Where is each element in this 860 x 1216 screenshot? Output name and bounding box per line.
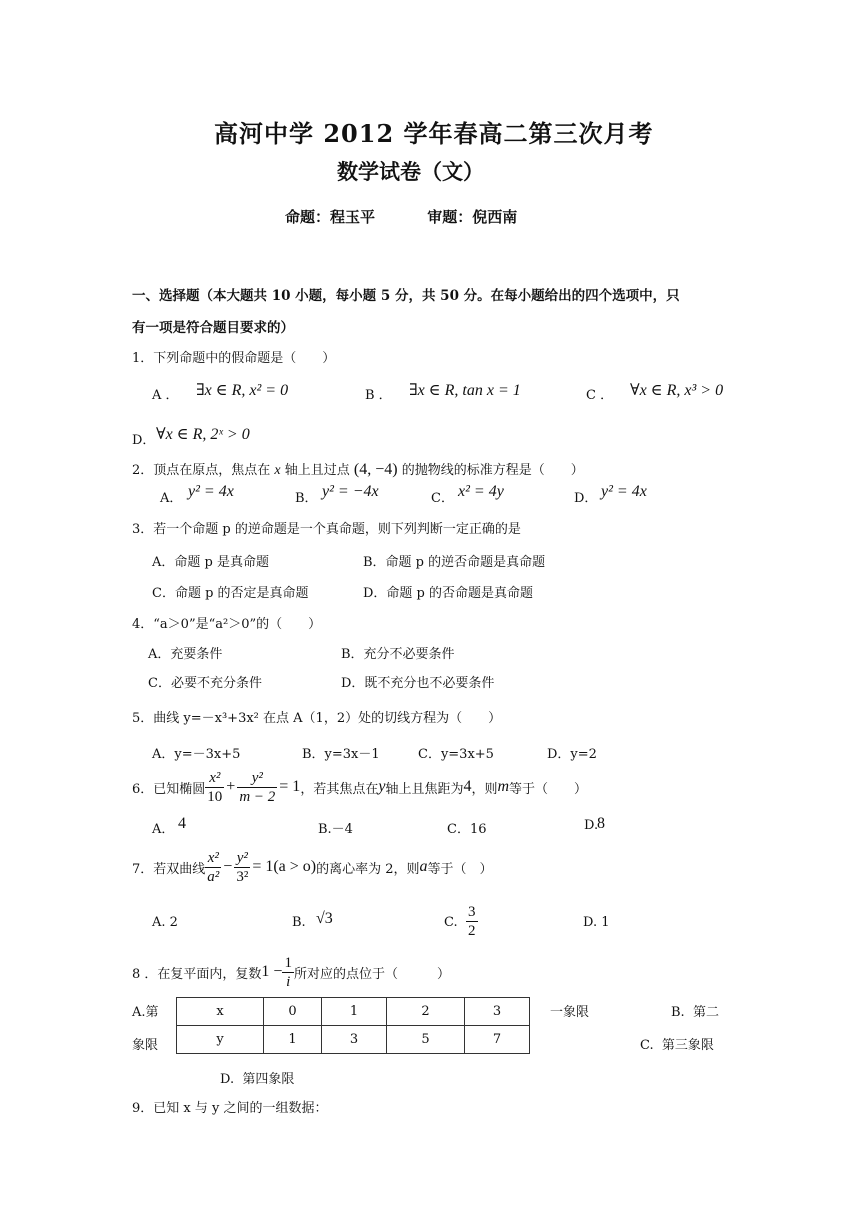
question-8-frac-num: 1 — [284, 954, 292, 971]
table-cell: 5 — [387, 1026, 465, 1054]
question-7-frac1-den: a² — [207, 868, 220, 885]
question-7-fraction-1 — [205, 849, 221, 886]
question-6-option-a: 4 — [178, 815, 186, 832]
question-8-option-d: D. 第四象限 — [220, 1072, 295, 1087]
table-cell: 0 — [264, 998, 322, 1026]
question-8-option-b: B. 第二 — [671, 1005, 719, 1020]
question-2-option-d: y² = 4x — [601, 483, 647, 500]
question-3-option-d: D．命题 p 的否命题是真命题 — [363, 586, 534, 601]
question-4-option-d: D．既不充分也不必要条件 — [341, 676, 495, 691]
question-6-option-c: C．16 — [447, 822, 487, 837]
question-8-option-c: C. 第三象限 — [640, 1038, 714, 1053]
question-9-stem: 9．已知 x 与 y 之间的一组数据： — [132, 1101, 328, 1116]
question-4-option-c: C．必要不充分条件 — [148, 676, 262, 691]
question-1-option-d-label: D． — [132, 433, 156, 448]
question-6-stem-e: 等于（ ） — [509, 781, 588, 797]
question-6-option-d: 8 — [597, 815, 605, 832]
question-8-option-a-prefix: A.第 — [132, 1005, 159, 1020]
question-1-stem: 1．下列命题中的假命题是（ ） — [132, 351, 336, 366]
question-3-option-b: B．命题 p 的逆否命题是真命题 — [363, 555, 546, 570]
question-6-focal: 4 — [463, 778, 472, 795]
question-8-frac-den: i — [286, 973, 291, 990]
section-heading-line1: 一、选择题（本大题共 10 小题，每小题 5 分，共 50 分。在每小题给出的四个选项中，只 — [132, 288, 680, 304]
question-8-stem — [132, 952, 450, 992]
exam-subtitle: 数学试卷（文） — [337, 159, 484, 184]
question-3-option-c: C．命题 p 的否定是真命题 — [152, 586, 309, 601]
table-cell: 1 — [322, 998, 387, 1026]
question-8-fraction — [282, 954, 294, 991]
question-7-option-c-den: 2 — [468, 923, 476, 939]
question-7-stem-a: 7．若双曲线 — [132, 861, 206, 877]
question-2-point: (4, −4) — [353, 461, 398, 478]
question-6-var-y: y — [378, 778, 386, 795]
question-6-frac2-den: m − 2 — [239, 788, 276, 805]
question-7-option-c-fraction — [466, 903, 478, 940]
question-5-option-c: C．y=3x+5 — [418, 747, 494, 762]
question-1-option-b: ∃x ∈ R, tan x = 1 — [409, 382, 521, 399]
question-4-stem: 4．“a＞0”是“a²＞0”的（ ） — [132, 617, 322, 632]
question-2-option-a: y² = 4x — [188, 483, 234, 500]
question-2-stem-c: 轴上且过点 — [280, 463, 354, 478]
question-1-option-a-label: A ． — [152, 388, 179, 403]
table-cell: 1 — [264, 1026, 322, 1054]
question-6-var-m: m — [497, 778, 510, 795]
question-6-option-d-label: D. — [584, 818, 599, 833]
question-7-minus: − — [223, 858, 233, 875]
question-6-stem-a: 6．已知椭圆 — [132, 781, 206, 797]
question-5-option-d: D．y=2 — [547, 747, 597, 762]
section-heading-line2: 有一项是符合题目要求的） — [132, 320, 294, 336]
question-7-option-c-num: 3 — [468, 904, 476, 920]
exam-authors: 命题：程玉平 审题：倪西南 — [285, 208, 518, 226]
question-6-stem — [132, 765, 587, 809]
question-6-frac1-num: x² — [205, 769, 224, 788]
data-table — [176, 997, 530, 1054]
question-2-stem — [132, 459, 584, 479]
question-2-option-d-label: D． — [574, 491, 598, 506]
question-1-option-a: ∃x ∈ R, x² = 0 — [196, 382, 289, 399]
question-8-option-a-suffix: 一象限 — [550, 1005, 590, 1020]
question-6-fraction-2 — [237, 769, 277, 806]
question-7-option-c-label: C. — [444, 915, 458, 930]
question-7-var-a: a — [419, 858, 428, 875]
question-1-option-d: ∀x ∈ R, 2ˣ > 0 — [156, 426, 250, 443]
question-2-stem-e: 的抛物线的标准方程是（ ） — [397, 463, 584, 478]
question-7-frac1-num: x² — [205, 849, 221, 868]
question-6-option-a-label: A． — [152, 822, 175, 837]
question-2-var-x: x — [274, 463, 281, 478]
question-7-stem-b: 的离心率为 2，则 — [316, 861, 420, 877]
table-cell: x — [177, 998, 264, 1026]
question-7-option-d: D. 1 — [583, 915, 610, 930]
question-7-stem — [132, 844, 493, 890]
question-7-frac2-num: y² — [234, 849, 250, 868]
table-cell: y — [177, 1026, 264, 1054]
question-8-one-minus: 1 − — [261, 963, 283, 980]
question-7-equals: = 1(a > o) — [252, 858, 317, 875]
question-6-plus: + — [226, 778, 236, 795]
question-1-option-c-label: C ． — [586, 388, 614, 403]
question-1-option-b-label: B ． — [365, 388, 392, 403]
question-6-frac2-num: y² — [237, 769, 277, 788]
question-8-option-b-suffix: 象限 — [132, 1038, 159, 1053]
question-8-stem-b: 所对应的点位于（ ） — [293, 966, 450, 982]
question-6-option-b: B.－4 — [318, 822, 353, 837]
exam-title: 高河中学 2012 学年春高二第三次月考 — [214, 119, 654, 148]
table-cell: 2 — [387, 998, 465, 1026]
question-1-option-c: ∀x ∈ R, x³ > 0 — [630, 382, 724, 399]
question-5-option-a: A．y=－3x+5 — [152, 747, 241, 762]
question-4-option-b: B．充分不必要条件 — [341, 647, 455, 662]
table-row — [177, 1026, 530, 1054]
table-cell: 3 — [465, 998, 530, 1026]
question-5-stem: 5．曲线 y=－x³+3x² 在点 A（1，2）处的切线方程为（ ） — [132, 711, 502, 726]
question-5-option-b: B．y=3x－1 — [302, 747, 380, 762]
question-2-option-b: y² = −4x — [322, 483, 379, 500]
question-7-option-b: √3 — [316, 910, 333, 927]
question-2-option-c: x² = 4y — [458, 483, 504, 500]
question-3-option-a: A．命题 p 是真命题 — [152, 555, 269, 570]
question-7-option-b-label: B. — [292, 915, 306, 930]
question-6-frac1-den: 10 — [207, 788, 223, 805]
question-6-fraction-1 — [205, 769, 224, 806]
question-2-option-c-label: C． — [431, 491, 454, 506]
table-cell: 3 — [322, 1026, 387, 1054]
question-7-fraction-2 — [234, 849, 250, 886]
question-2-option-b-label: B． — [295, 491, 318, 506]
question-7-stem-c: 等于（ ） — [427, 861, 493, 877]
question-7-option-a: A. 2 — [152, 915, 178, 930]
question-6-stem-b: ，若其焦点在 — [300, 781, 379, 797]
question-2-stem-a: 2．顶点在原点，焦点在 — [132, 463, 275, 478]
question-2-option-a-label: A． — [160, 491, 183, 506]
question-6-stem-d: ，则 — [471, 781, 498, 797]
table-row — [177, 998, 530, 1026]
table-cell: 7 — [465, 1026, 530, 1054]
question-6-stem-c: 轴上且焦距为 — [385, 781, 464, 797]
question-7-frac2-den: 3² — [236, 868, 249, 885]
question-4-option-a: A．充要条件 — [148, 647, 223, 662]
question-8-stem-a: 8 ．在复平面内，复数 — [132, 966, 262, 982]
question-6-equals: = 1 — [279, 778, 301, 795]
question-3-stem: 3．若一个命题 p 的逆命题是一个真命题，则下列判断一定正确的是 — [132, 522, 521, 537]
